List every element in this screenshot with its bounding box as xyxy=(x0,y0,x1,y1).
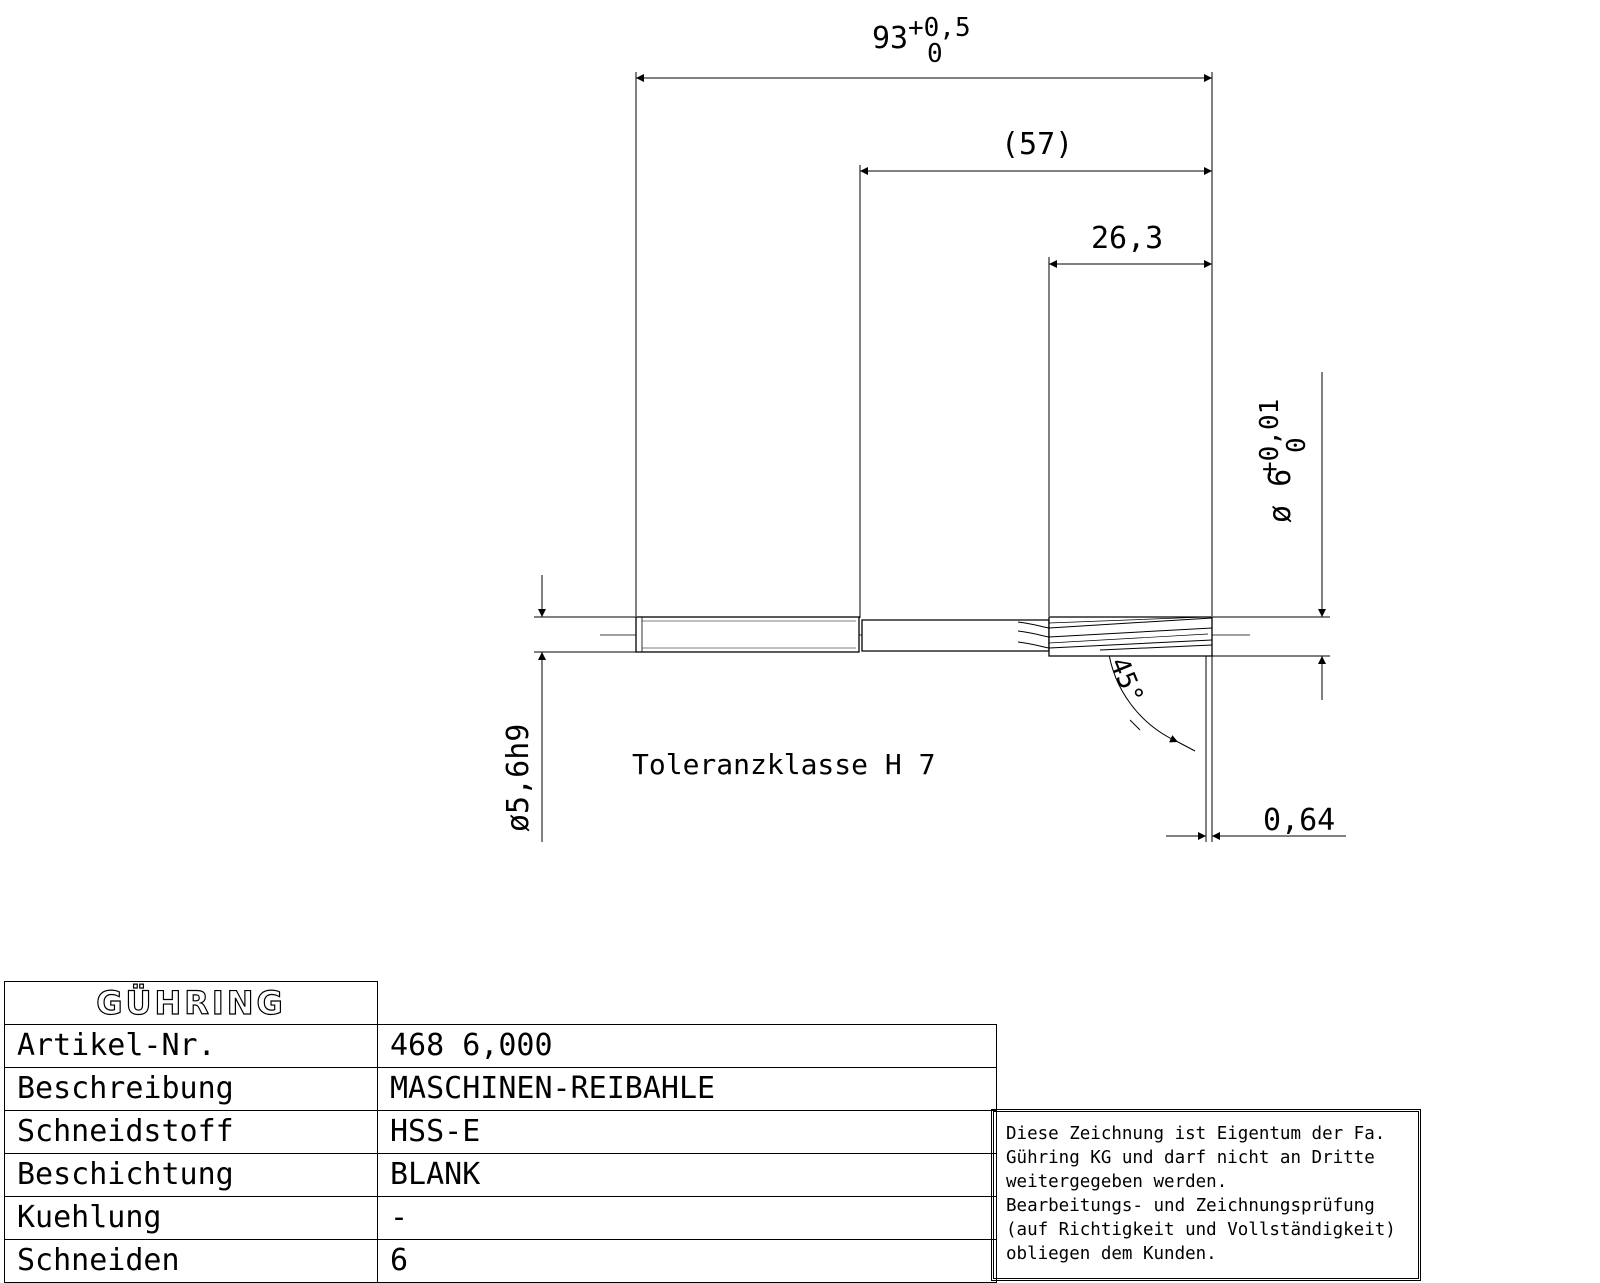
label-beschichtung: Beschichtung xyxy=(5,1153,378,1196)
logo-cell xyxy=(5,982,378,1025)
diameter-tol-upper: +0,01 xyxy=(1255,398,1285,477)
value-beschichtung: BLANK xyxy=(378,1153,997,1196)
notice-line: Gühring KG und darf nicht an Dritte xyxy=(1006,1148,1375,1168)
notice-line: obliegen dem Kunden. xyxy=(1006,1244,1217,1264)
flute-length-value: 26,3 xyxy=(1091,221,1164,256)
value-beschreibung: MASCHINEN-REIBAHLE xyxy=(378,1067,997,1110)
label-kuehlung: Kuehlung xyxy=(5,1196,378,1239)
chamfer-length-value: 0,64 xyxy=(1263,803,1336,838)
shank-diameter-value: ø5,6h9 xyxy=(501,723,536,832)
diameter-value: ø 6 xyxy=(1263,468,1298,523)
value-schneiden: 6 xyxy=(378,1239,997,1282)
notice-line: (auf Richtigkeit und Vollständigkeit) xyxy=(1006,1220,1396,1240)
tolerance-class-note: Toleranzklasse H 7 xyxy=(632,748,936,781)
copyright-notice xyxy=(991,1109,1421,1281)
title-block-logo-row xyxy=(5,982,997,1025)
label-schneidstoff: Schneidstoff xyxy=(5,1110,378,1153)
table-row xyxy=(5,1067,997,1110)
table-row xyxy=(5,1196,997,1239)
overall-length-value: 93 xyxy=(872,21,909,56)
value-schneidstoff: HSS-E xyxy=(378,1110,997,1153)
value-kuehlung: - xyxy=(378,1196,997,1239)
reamer-neck xyxy=(862,620,1049,651)
diameter-tol-lower: 0 xyxy=(1282,437,1312,453)
guehring-logo: GÜHRING xyxy=(96,983,286,1022)
reamer-body xyxy=(600,617,1250,656)
chamfer-angle-value: 45° xyxy=(1103,653,1149,709)
overall-length-tol-upper: +0,5 xyxy=(908,13,971,43)
notice-line: Bearbeitungs- und Zeichnungsprüfung xyxy=(1006,1196,1375,1216)
table-row xyxy=(5,1024,997,1067)
overall-length-tol-lower: 0 xyxy=(927,39,943,69)
notice-line: Diese Zeichnung ist Eigentum der Fa. xyxy=(1006,1124,1386,1144)
reamer-shank xyxy=(636,617,859,652)
label-artikel-nr: Artikel-Nr. xyxy=(5,1024,378,1067)
value-artikel-nr: 468 6,000 xyxy=(378,1024,997,1067)
notice-line: weitergegeben werden. xyxy=(1006,1172,1228,1192)
label-beschreibung: Beschreibung xyxy=(5,1067,378,1110)
ref-length-value: (57) xyxy=(1001,127,1074,162)
label-schneiden: Schneiden xyxy=(5,1239,378,1282)
table-row xyxy=(5,1153,997,1196)
table-row xyxy=(5,1110,997,1153)
table-row xyxy=(5,1239,997,1282)
title-block xyxy=(4,981,997,1283)
